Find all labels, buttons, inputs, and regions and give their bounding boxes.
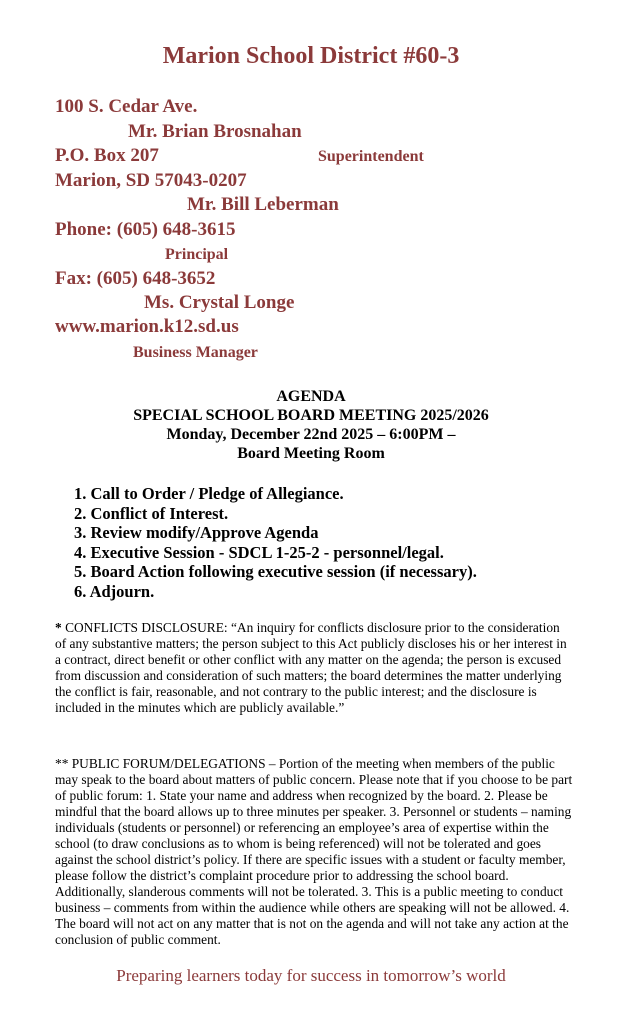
public-forum-text: ** PUBLIC FORUM/DELEGATIONS – Portion of the meeting when members of the public may speak to the board about matters of public concern. Please note that if you choose to be part of public forum: 1. State your name and address when recognized by the board. 2. Please be mindful that the board allows up to three minutes per speaker. 3. Personnel or students – naming individuals (students or personnel) or referencing an employee’s area of expertise within the school (to draw conclusions as to whom is being referenced) will not be tolerated and goes against the school district’s policy. If there are specific issues with a student or faculty member, please follow the district’s complaint procedure prior to addressing the school board. Additionally, slanderous comments will not be tolerated. 3. This is a public meeting to conduct business – comments from within the audience while others are speaking will not be allowed. 4. The board will not act on any matter that is not on the agenda and will not take any action at the conclusion of public comment.	[55, 756, 573, 947]
superintendent-name: Mr. Brian Brosnahan	[128, 121, 302, 142]
principal-name: Mr. Bill Leberman	[187, 194, 339, 215]
address-po-box: P.O. Box 207	[55, 145, 159, 166]
address-website[interactable]: www.marion.k12.sd.us	[55, 316, 239, 337]
address-street: 100 S. Cedar Ave.	[55, 96, 198, 117]
agenda-item: 4. Executive Session - SDCL 1-25-2 - personnel/legal.	[74, 542, 444, 562]
superintendent-title: Superintendent	[318, 148, 424, 165]
meeting-location: Board Meeting Room	[237, 445, 385, 462]
meeting-title: SPECIAL SCHOOL BOARD MEETING 2025/2026	[133, 407, 489, 424]
agenda-item: 3. Review modify/Approve Agenda	[74, 523, 319, 543]
agenda-list	[74, 484, 477, 602]
conflicts-marker: *	[55, 620, 62, 635]
district-title: Marion School District #60-3	[162, 43, 460, 69]
conflicts-disclosure-text: CONFLICTS DISCLOSURE: “An inquiry for conflicts disclosure prior to the consideration of any substantive matters; the person subject to this Act publicly discloses his or her interest in a contract, direct benefit or other conflict with any matter on the agenda; the person is excused from discussion and consideration of such matters; the board determines the matter underlying the conflict is fair, reasonable, and not contrary to the public interest; and the disclosure is included in the minutes which are publicly available.”	[55, 620, 567, 715]
address-city: Marion, SD 57043-0207	[55, 170, 247, 191]
agenda-item: 2. Conflict of Interest.	[74, 503, 229, 523]
meeting-date-time: Monday, December 22nd 2025 – 6:00PM –	[166, 426, 456, 443]
footer-tagline: Preparing learners today for success in tomorrow’s world	[116, 966, 506, 985]
agenda-item: 5. Board Action following executive session (if necessary).	[74, 562, 477, 582]
address-fax: Fax: (605) 648-3652	[55, 268, 216, 289]
address-phone: Phone: (605) 648-3615	[55, 219, 236, 240]
agenda-item: 1. Call to Order / Pledge of Allegiance.	[74, 484, 344, 503]
conflicts-disclosure	[55, 620, 573, 716]
principal-title: Principal	[165, 246, 229, 263]
business-manager-title: Business Manager	[133, 344, 258, 361]
agenda-heading: AGENDA	[276, 388, 346, 405]
business-manager-name: Ms. Crystal Longe	[144, 292, 295, 313]
agenda-item: 6. Adjourn.	[74, 581, 155, 601]
